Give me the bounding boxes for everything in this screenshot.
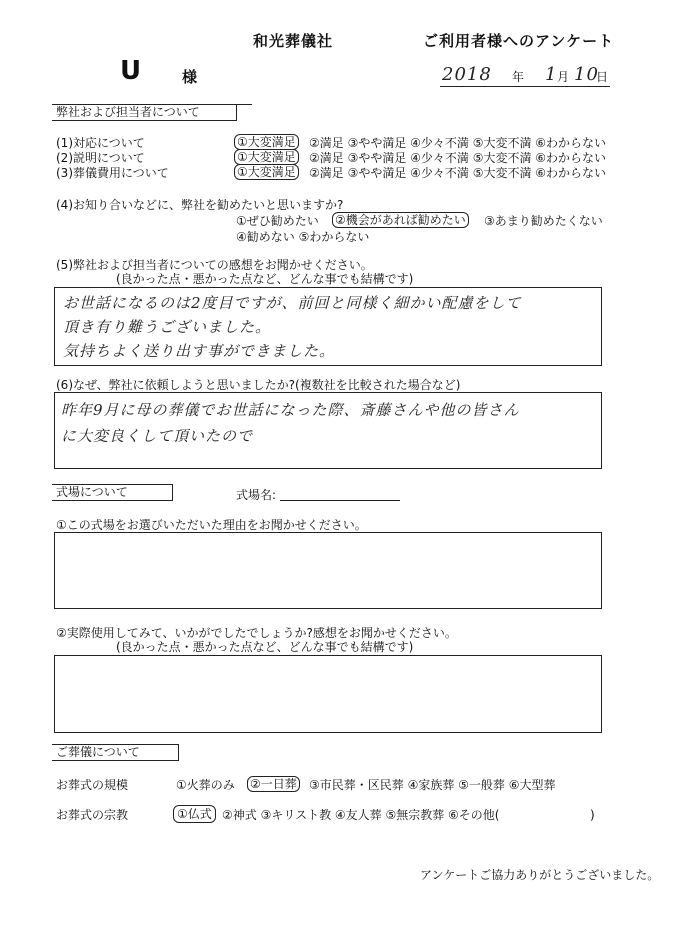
q5-subtext: (良かった点・悪かった点など、どんな事でも結構です) [116,272,414,286]
venue-q2-subtext: (良かった点・悪かった点など、どんな事でも結構です) [116,640,414,654]
date-underline [440,86,610,87]
scale-other-options[interactable]: ③市民葬・区民葬 ④家族葬 ⑤一般葬 ⑥大型葬 [309,778,556,792]
honorific: 様 [182,68,198,86]
q6-answer-line-1: 昨年9月に母の葬儀でお世話になった際、斎藤さんや他の皆さん [61,401,520,419]
section1-title: 弊社および担当者について [52,104,237,121]
q6-answer-line-2: に大変良くして頂いたので [61,427,254,445]
q2-other-options[interactable]: ②満足 ③やや満足 ④少々不満 ⑤大変不満 ⑥わからない [309,151,607,165]
footer-thanks: アンケートご協力ありがとうございました。 [420,868,660,882]
form-title: ご利用者様へのアンケート [423,32,615,50]
date-day-kanji: 日 [596,70,609,84]
religion-other-options[interactable]: ②神式 ③キリスト教 ④友人葬 ⑤無宗教葬 ⑥その他( [222,808,500,822]
q5-answer-line-1: お世話になるのは2度目ですが、前回と同様く細かい配慮をして [63,294,522,312]
religion-label: お葬式の宗教 [56,808,129,822]
company-name: 和光葬儀社 [253,32,334,50]
q1-label: (1)対応について [56,136,145,150]
q2-selected-option[interactable]: ①大変満足 [234,149,299,165]
scale-option-1[interactable]: ①火葬のみ [176,778,235,792]
scale-selected-option[interactable]: ②一日葬 [247,776,300,792]
scale-label: お葬式の規模 [56,778,129,792]
date-day: 10 [574,64,599,85]
section3-title: ご葬儀について [52,744,179,761]
q2-label: (2)説明について [56,151,145,165]
q5-answer-box[interactable] [54,287,602,366]
q4-option-4-5[interactable]: ④勧めない ⑤わからない [236,230,370,244]
q4-option-3[interactable]: ③あまり勧めたくない [484,214,603,228]
venue-q1: ①この式場をお選びいただいた理由をお聞かせください。 [56,518,367,532]
religion-selected-option[interactable]: ①仏式 [173,805,216,823]
date-month-kanji: 月 [557,70,570,84]
venue-q1-answer-box[interactable] [54,532,602,609]
q4-selected-option[interactable]: ②機会があれば勧めたい [332,212,469,228]
q3-selected-option[interactable]: ①大変満足 [234,164,299,180]
religion-close-paren: ) [590,808,595,822]
venue-label: 式場名: [236,488,277,502]
q5-answer-line-3: 気持ちよく送り出す事ができました。 [63,342,336,360]
q1-other-options[interactable]: ②満足 ③やや満足 ④少々不満 ⑤大変不満 ⑥わからない [309,136,607,150]
q3-other-options[interactable]: ②満足 ③やや満足 ④少々不満 ⑤大変不満 ⑥わからない [309,166,607,180]
q5-question: (5)弊社および担当者についての感想をお聞かせください。 [56,258,373,272]
q1-selected-option[interactable]: ①大変満足 [234,134,299,150]
venue-q2-answer-box[interactable] [54,655,602,733]
q4-question: (4)お知り合いなどに、弊社を勧めたいと思いますか? [56,198,344,212]
q6-answer-box[interactable] [54,392,602,469]
venue-q2: ②実際使用してみて、いかがでしたでしょうか?感想をお聞かせください。 [56,626,457,640]
q3-label: (3)葬儀費用について [56,166,169,180]
date-month: 1 [545,64,558,85]
section2-title: 式場について [52,484,173,501]
date-year: 2018 [442,64,492,85]
q5-answer-line-2: 頂き有り難うございました。 [63,318,272,336]
q6-question: (6)なぜ、弊社に依頼しようと思いましたか?(複数社を比較された場合など) [56,378,461,392]
q4-option-1[interactable]: ①ぜひ勧めたい [236,214,319,228]
venue-name-field[interactable] [280,500,400,501]
date-year-kanji: 年 [512,70,525,84]
customer-name: U [120,56,142,86]
